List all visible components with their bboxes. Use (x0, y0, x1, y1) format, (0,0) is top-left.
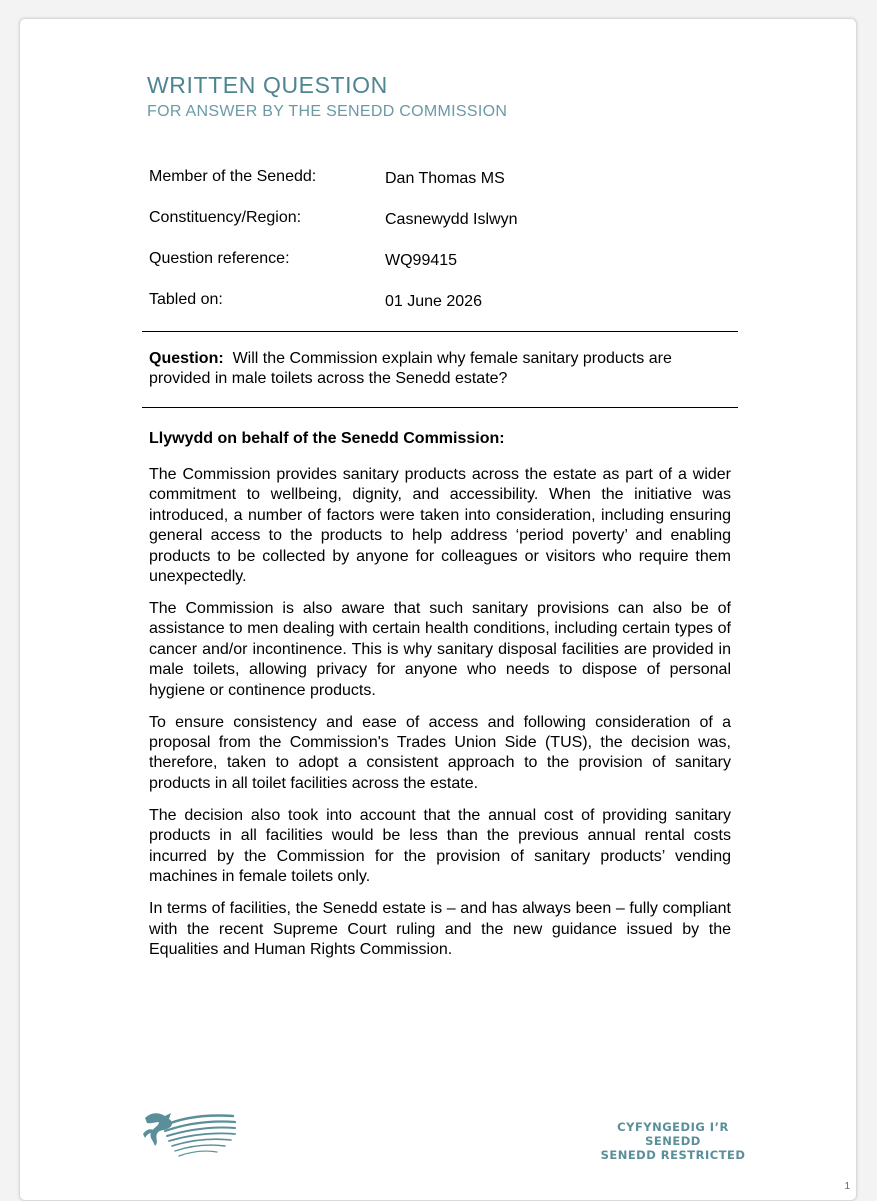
answer-paragraph: The decision also took into account that the annual cost of providing sanitary products in all facilities would be less than the previous annual rental costs incurred by the Commission for the provision of sanitary products’ vending machines in female toilets only. (149, 806, 731, 886)
meta-member (149, 168, 709, 190)
meta-label: Tabled on: (149, 291, 223, 308)
senedd-dragon-logo-icon (141, 1104, 241, 1164)
question-label: Question: (149, 350, 224, 367)
document-title: WRITTEN QUESTION (147, 72, 388, 98)
answer-paragraph: In terms of facilities, the Senedd estate is – and has always been – fully compliant with the recent Supreme Court ruling and the new guidance issued by the Equalities and Human Rights Commission. (149, 900, 731, 958)
document-subtitle: FOR ANSWER BY THE SENEDD COMMISSION (147, 103, 508, 120)
meta-constituency (149, 209, 709, 231)
meta-value: Dan Thomas MS (385, 170, 505, 187)
question-block (149, 349, 729, 389)
document-page (19, 18, 857, 1201)
meta-label: Member of the Senedd: (149, 168, 317, 185)
meta-tabled-on (149, 291, 709, 313)
divider-top (142, 331, 738, 332)
answer-paragraph: To ensure consistency and ease of access and following consideration of a proposal from the Commission's Trades Union Side (TUS), the decision was, therefore, taken to adopt a consistent approach to the provision of sanitary products in all toilet facilities across the estate. (149, 713, 731, 792)
divider-bottom (142, 407, 738, 408)
restricted-label (588, 1120, 758, 1162)
restricted-label-welsh: CYFYNGEDIG I’R SENEDD (617, 1120, 729, 1148)
answer-heading: Llywydd on behalf of the Senedd Commission: (149, 430, 505, 447)
page-number: 1 (844, 1181, 850, 1192)
answer-paragraph: The Commission provides sanitary products across the estate as part of a wider commitment to wellbeing, dignity, and accessibility. When the initiative was introduced, a number of factors were taken into consideration, including ensuring general access to the products to help address ‘period poverty’ and enabling products to be collected by anyone for colleagues or visitors who require them unexpectedly. (149, 466, 731, 586)
meta-value: 01 June 2026 (385, 293, 482, 310)
meta-value: WQ99415 (385, 252, 458, 269)
answer-body (149, 465, 731, 972)
meta-label: Constituency/Region: (149, 209, 302, 226)
question-text: Will the Commission explain why female sanitary products are provided in male toilets across the Senedd estate? (149, 350, 672, 387)
answer-paragraph: The Commission is also aware that such sanitary provisions can also be of assistance to men dealing with certain health conditions, including certain types of cancer and/or incontinence. This is why sanitary disposal facilities are provided in male toilets, allowing privacy for anyone who needs to dispose of personal hygiene or continence products. (149, 600, 731, 699)
meta-question-reference (149, 250, 709, 272)
meta-value: Casnewydd Islwyn (385, 211, 518, 228)
restricted-label-english: SENEDD RESTRICTED (600, 1148, 746, 1162)
meta-label: Question reference: (149, 250, 290, 267)
